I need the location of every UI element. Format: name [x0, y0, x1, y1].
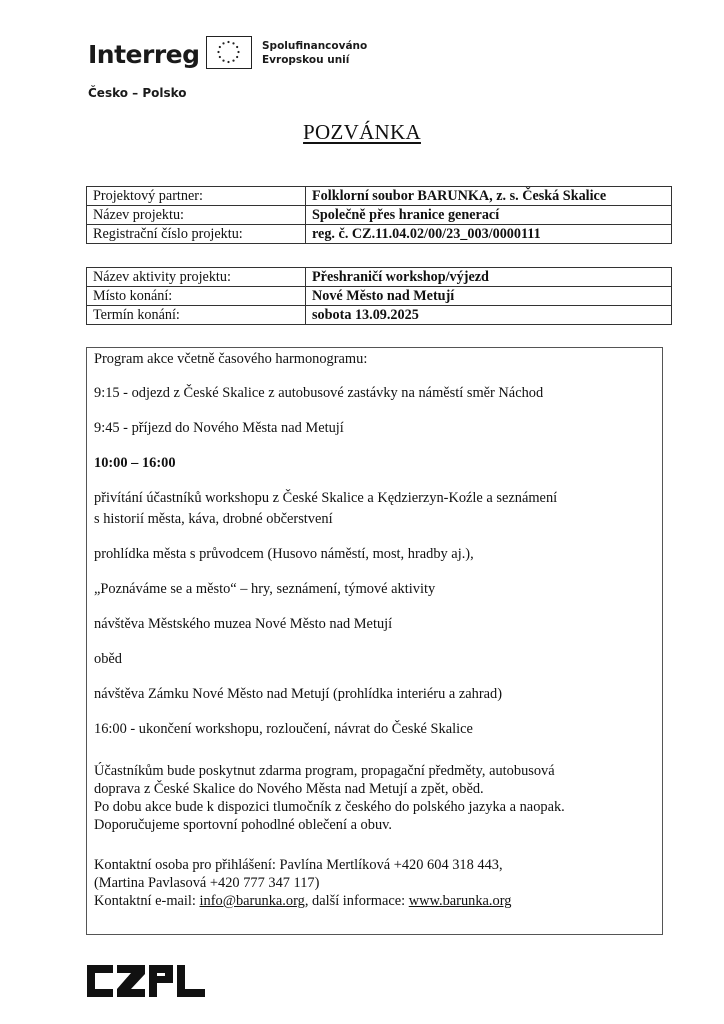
table-row — [87, 225, 672, 244]
row-label: Termín konání: — [87, 306, 306, 325]
project-table — [86, 186, 672, 244]
eu-star — [232, 60, 234, 62]
row-value: Přeshraničí workshop/výjezd — [306, 268, 672, 287]
program-end: 16:00 - ukončení workshopu, rozloučení, návrat do České Skalice — [94, 721, 473, 737]
program-info-2: doprava z České Skalice do Nového Města nad Metují a zpět, oběd. — [94, 781, 484, 797]
program-contact-3 — [94, 892, 659, 911]
program-welcome-2: s historií města, káva, drobné občerstvení — [94, 511, 333, 527]
programme-name: Česko – Polsko — [88, 86, 187, 100]
eu-star — [227, 41, 229, 43]
row-value: reg. č. CZ.11.04.02/00/23_003/0000111 — [306, 225, 672, 244]
program-castle: návštěva Zámku Nové Město nad Metují (prohlídka interiéru a zahrad) — [94, 686, 502, 702]
program-games: „Poznáváme se a město“ – hry, seznámení, týmové aktivity — [94, 581, 436, 597]
row-label: Projektový partner: — [87, 187, 306, 206]
program-time-block: 10:00 – 16:00 — [94, 455, 176, 471]
eu-flag-icon — [206, 36, 252, 69]
table-row — [87, 306, 672, 325]
program-departure: 9:15 - odjezd z České Skalice z autobusové zastávky na náměstí směr Náchod — [94, 385, 544, 401]
table-row — [87, 187, 672, 206]
program-tour: prohlídka města s průvodcem (Husovo náměstí, most, hradby aj.), — [94, 546, 474, 562]
page-title: POZVÁNKA — [303, 120, 421, 144]
row-label: Název aktivity projektu: — [87, 268, 306, 287]
interreg-logo — [88, 38, 200, 72]
eu-star — [237, 51, 239, 53]
eu-star — [236, 46, 238, 48]
program-info-1: Účastníkům bude poskytnut zdarma program, propagační předměty, autobusová — [94, 763, 555, 779]
row-label: Místo konání: — [87, 287, 306, 306]
program-contact-1: Kontaktní osoba pro přihlášení: Pavlína Mertlíková +420 604 318 443, — [94, 857, 503, 873]
email-label: Kontaktní e-mail: — [94, 893, 200, 909]
eu-star — [227, 61, 229, 63]
row-label: Registrační číslo projektu: — [87, 225, 306, 244]
eu-star — [222, 60, 224, 62]
table-row — [87, 206, 672, 225]
program-contact-2: (Martina Pavlasová +420 777 347 117) — [94, 875, 320, 891]
czpl-logo — [87, 965, 205, 1002]
program-box — [86, 347, 663, 935]
table-row — [87, 287, 672, 306]
row-value: Folklorní soubor BARUNKA, z. s. Česká Skalice — [306, 187, 672, 206]
program-info-4: Doporučujeme sportovní pohodlné oblečení a obuv. — [94, 817, 393, 833]
web-label: , další informace: — [304, 893, 409, 909]
activity-table — [86, 267, 672, 325]
row-value: Společně přes hranice generací — [306, 206, 672, 225]
program-arrival: 9:45 - příjezd do Nového Města nad Metují — [94, 420, 344, 436]
program-welcome-1: přivítání účastníků workshopu z České Skalice a Kędzierzyn-Koźle a seznámení — [94, 490, 558, 506]
eu-line-2: Evropskou unií — [262, 54, 350, 66]
program-info-3: Po dobu akce bude k dispozici tlumočník z českého do polského jazyka a naopak. — [94, 799, 565, 815]
table-row — [87, 268, 672, 287]
eu-cofinancing-text — [262, 39, 367, 67]
row-value: sobota 13.09.2025 — [306, 306, 672, 325]
interreg-brand: Interreg — [88, 40, 200, 69]
program-lunch: oběd — [94, 651, 122, 667]
email-link[interactable]: info@barunka.org — [199, 893, 305, 909]
eu-star — [236, 56, 238, 58]
row-label: Název projektu: — [87, 206, 306, 225]
program-heading: Program akce včetně časového harmonogramu: — [94, 351, 368, 367]
eu-line-1: Spolufinancováno — [262, 40, 368, 52]
eu-star — [232, 42, 234, 44]
eu-star — [222, 42, 224, 44]
web-link[interactable]: www.barunka.org — [408, 893, 512, 909]
eu-star — [219, 46, 221, 48]
eu-star — [219, 56, 221, 58]
row-value: Nové Město nad Metují — [306, 287, 672, 306]
program-museum: návštěva Městského muzea Nové Město nad Metují — [94, 616, 393, 632]
eu-star — [217, 51, 219, 53]
